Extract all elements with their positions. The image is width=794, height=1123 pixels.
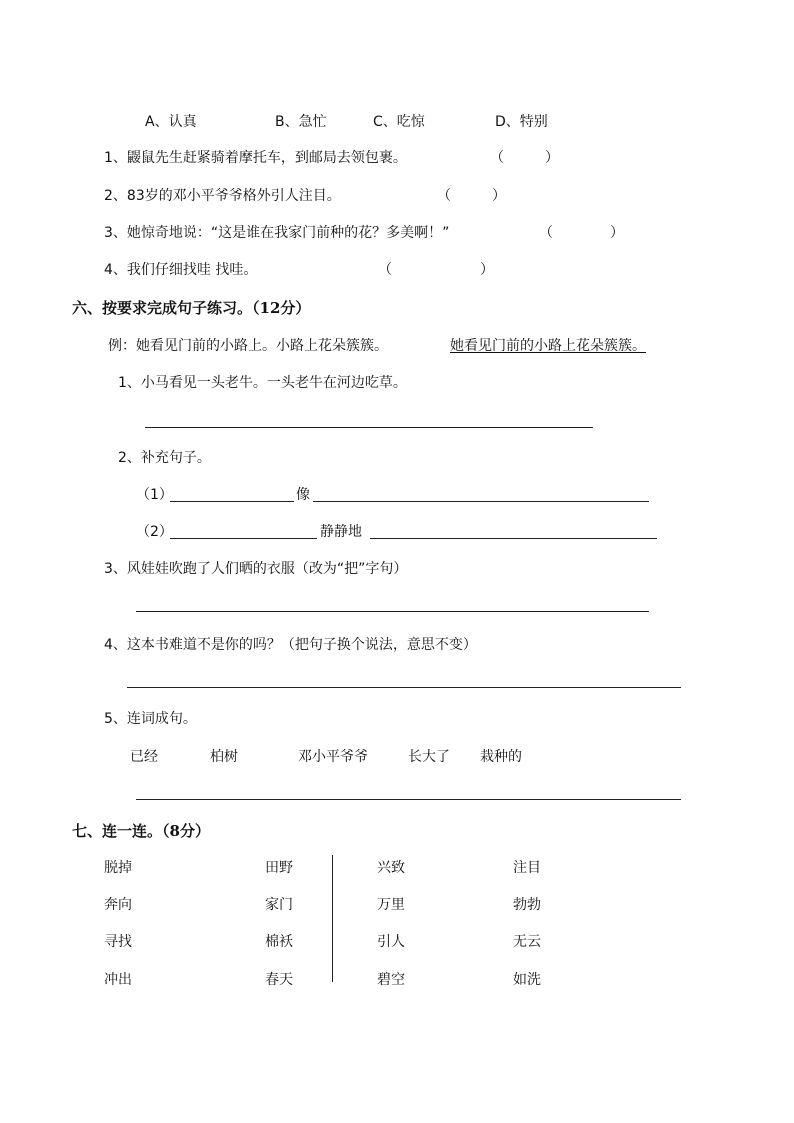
match-word[interactable]: 田野 (265, 860, 293, 876)
option-a: A、认真 (145, 114, 197, 130)
match-word[interactable]: 无云 (513, 934, 541, 950)
exercise-2b-label: （2） (136, 524, 173, 540)
exercise-2a-word: 像 (296, 487, 310, 503)
answer-line-1[interactable] (145, 427, 593, 428)
blank-2b-right[interactable] (370, 538, 657, 539)
word-item: 栽种的 (480, 749, 522, 765)
question-4: 4、我们仔细找哇 找哇。 (104, 262, 258, 278)
match-word[interactable]: 勃勃 (513, 897, 541, 913)
exercise-2: 2、补充句子。 (118, 450, 211, 466)
match-word[interactable]: 注目 (513, 860, 541, 876)
match-word[interactable]: 春天 (265, 972, 293, 988)
match-word[interactable]: 棉袄 (265, 934, 293, 950)
blank-2a-right[interactable] (313, 501, 649, 502)
answer-line-4[interactable] (127, 687, 681, 688)
match-word[interactable]: 脱掉 (104, 860, 132, 876)
match-word[interactable]: 寻找 (104, 934, 132, 950)
answer-line-5[interactable] (136, 799, 681, 800)
match-word[interactable]: 冲出 (104, 972, 132, 988)
match-word[interactable]: 兴致 (377, 860, 405, 876)
exercise-2a-label: （1） (136, 487, 173, 503)
match-word[interactable]: 家门 (265, 897, 293, 913)
option-b: B、急忙 (275, 114, 327, 130)
word-item: 邓小平爷爷 (298, 749, 368, 765)
exercise-4: 4、这本书难道不是你的吗？（把句子换个说法，意思不变） (104, 637, 477, 653)
question-1: 1、鼹鼠先生赶紧骑着摩托车，到邮局去领包裹。 (104, 150, 407, 166)
example-answer: 她看见门前的小路上花朵簇簇。 (450, 338, 646, 354)
match-word[interactable]: 万里 (377, 897, 405, 913)
match-word[interactable]: 碧空 (377, 972, 405, 988)
answer-paren-close: ） (480, 262, 494, 278)
answer-line-3[interactable] (136, 611, 649, 612)
word-item: 已经 (130, 749, 158, 765)
option-c: C、吃惊 (373, 114, 425, 130)
exercise-5: 5、连词成句。 (104, 711, 197, 727)
section-7-title: 七、连一连。（8分） (72, 822, 210, 840)
match-word[interactable]: 如洗 (513, 972, 541, 988)
option-d: D、特别 (495, 114, 548, 130)
answer-paren-close: ） (492, 188, 506, 204)
match-word[interactable]: 奔向 (104, 897, 132, 913)
answer-paren-open: （ (378, 262, 392, 278)
blank-2a-left[interactable] (170, 501, 294, 502)
answer-paren-close: ） (610, 225, 624, 241)
question-3: 3、她惊奇地说：“这是谁在我家门前种的花？多美啊！” (104, 225, 450, 241)
word-item: 柏树 (210, 749, 238, 765)
answer-paren-open: （ (490, 150, 504, 166)
answer-paren-close: ） (545, 150, 559, 166)
section-6-title: 六、按要求完成句子练习。（12分） (72, 299, 311, 317)
question-2: 2、83岁的邓小平爷爷格外引人注目。 (104, 188, 341, 204)
example-sentence: 例：她看见门前的小路上。小路上花朵簇簇。 (108, 338, 388, 354)
exercise-1: 1、小马看见一头老牛。一头老牛在河边吃草。 (118, 375, 407, 391)
answer-paren-open: （ (539, 225, 553, 241)
exercise-2b-word: 静静地 (320, 524, 362, 540)
exercise-3: 3、风娃娃吹跑了人们晒的衣服（改为“把”字句） (104, 561, 408, 577)
column-divider (332, 855, 333, 982)
answer-paren-open: （ (437, 188, 451, 204)
blank-2b-left[interactable] (170, 538, 317, 539)
match-word[interactable]: 引人 (377, 934, 405, 950)
word-item: 长大了 (408, 749, 450, 765)
